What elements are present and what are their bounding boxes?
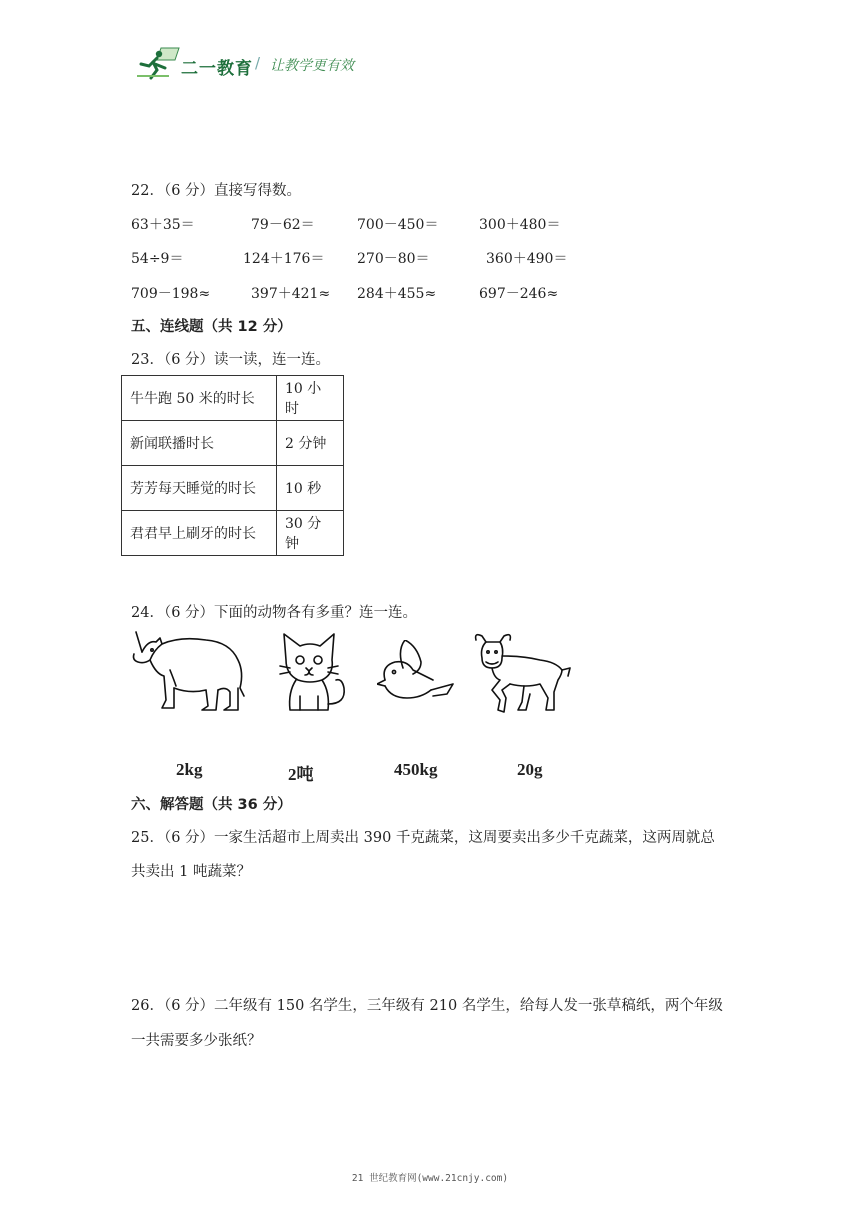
activity-cell: 芳芳每天睡觉的时长 [122,466,277,511]
weight-label: 2吨 [288,765,314,784]
q26-text-line-2: 一共需要多少张纸？ [131,1033,262,1049]
q22-title: 22．（6 分）直接写得数。 [131,183,302,199]
q22-item: 300＋480＝ [479,217,561,233]
q22-item: 697－246≈ [479,286,559,302]
cat-icon [278,630,350,714]
q25-text-line-2: 共卖出 1 吨蔬菜？ [131,864,251,880]
page-footer: 21 世纪教育网(www.21cnjy.com) [351,1173,509,1184]
weight-label: 450kg [394,760,438,779]
table-row [122,511,344,556]
duration-cell: 30 分钟 [277,511,344,556]
q22-item: 700－450＝ [357,217,439,233]
header-divider: / [255,54,261,72]
q25-text-line-1: 25．（6 分）一家生活超市上周卖出 390 千克蔬菜，这周要卖出多少千克蔬菜，这两周就总 [131,830,715,846]
brand-name: 二一教育 [181,59,253,79]
q23-title: 23．（6 分）读一读，连一连。 [131,352,331,368]
header-logo [135,46,375,82]
duration-cell: 10 秒 [277,466,344,511]
q26-text-line-1: 26．（6 分）二年级有 150 名学生，三年级有 210 名学生，给每人发一张草稿纸，两个年级 [131,998,723,1014]
q23-matching-table [121,375,344,556]
activity-cell: 牛牛跑 50 米的时长 [122,376,277,421]
q22-item: 270－80＝ [357,251,430,267]
q24-title: 24．（6 分）下面的动物各有多重？连一连。 [131,605,418,621]
table-row [122,421,344,466]
q22-item: 54÷9＝ [131,251,184,267]
duration-cell: 10 小时 [277,376,344,421]
activity-cell: 新闻联播时长 [122,421,277,466]
q22-item: 124＋176＝ [243,251,325,267]
table-row [122,466,344,511]
section-5-heading: 五、连线题（共 12 分） [131,319,292,335]
weight-label: 20g [517,760,543,779]
table-row [122,376,344,421]
q22-item: 79－62＝ [251,217,315,233]
q22-item: 360＋490＝ [486,251,568,267]
q22-item: 397＋421≈ [251,286,331,302]
bird-icon [377,640,457,704]
rhino-icon [130,630,250,714]
brand-slogan: 让教学更有效 [270,58,354,74]
activity-cell: 君君早上刷牙的时长 [122,511,277,556]
duration-cell: 2 分钟 [277,421,344,466]
q22-item: 709－198≈ [131,286,211,302]
weight-label: 2kg [176,760,203,779]
ox-icon [470,632,574,716]
runner-logo-icon [135,46,183,80]
q22-item: 284＋455≈ [357,286,437,302]
section-6-heading: 六、解答题（共 36 分） [131,797,292,813]
q22-item: 63＋35＝ [131,217,195,233]
